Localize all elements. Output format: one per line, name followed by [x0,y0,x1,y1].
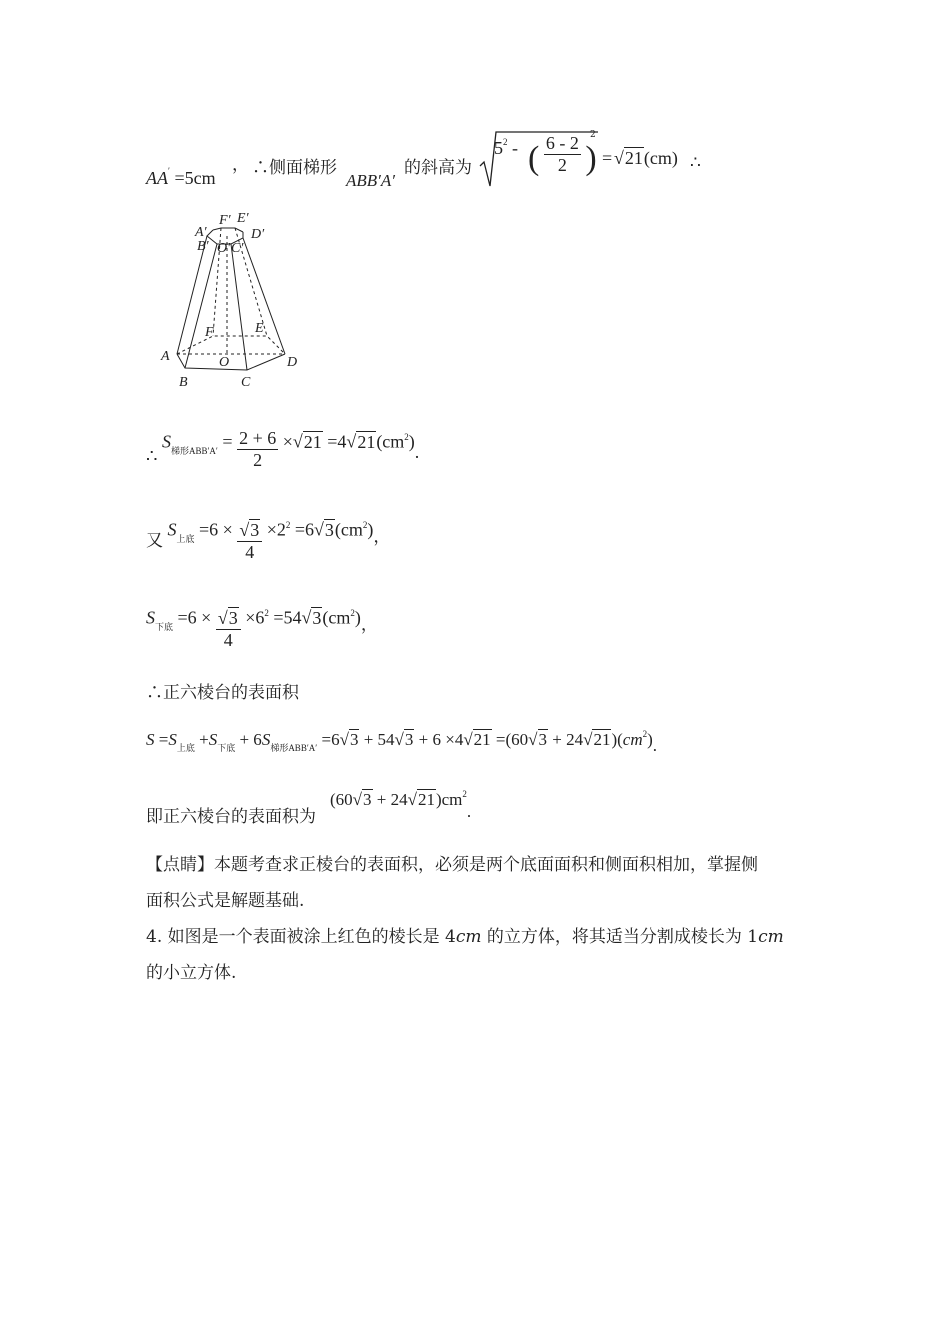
problem4-line-1: 4. 如图是一个表面被涂上红色的棱长是 4cm 的立方体，将其适当分割成棱长为 1cm [146,927,784,947]
line1-therefore-lateral: ∴侧面梯形 [252,158,337,178]
surface-area-text: ∴正六棱台的表面积 [146,683,299,703]
figure-label-c-prime: C′ [231,241,244,256]
figure-label-b-prime: B′ [197,239,209,254]
figure-label-d-prime: D′ [251,227,265,242]
line1-slant-text: 的斜高为 [404,158,472,178]
figure-label-e-prime: E′ [237,211,249,226]
figure-label-f-prime: F′ [219,213,231,228]
line1-comma: ， [232,155,249,175]
surface-area-equation: $S =S_{上底} +S_{下底} + 6S_{梯形ABB'A'} =6√3 + 54√3 + 6 \times 4√21 =(60√3 + 24√21)(cm^2)$. [146,729,658,755]
bottom-base-area-equation: $S_{下底} =6$ × $\frac{√3}{4}$ $\times 6^2 =54√3(cm^2)$， [146,607,378,650]
hexagonal-frustum-figure [155,208,315,393]
slant-outer-square: 2 [590,130,596,140]
surface-area-conclusion-value: $(60√3 + 24√21)cm^2$. [330,789,472,821]
comment-line-1: 【点睛】本题考查求正棱台的表面积，必须是两个底面面积和侧面积相加，掌握侧 [146,855,758,875]
comment-line-2: 面积公式是解题基础. [146,891,305,911]
figure-label-o-prime: O′ [217,241,231,256]
figure-label-f: F [205,325,214,340]
line1-edge: AA′ =5cm [146,166,216,188]
figure-label-d: D [287,355,298,370]
problem4-line-2: 的小立方体. [146,963,237,983]
slant-fraction: ( $\frac{6 - 2}{2}$ ) [528,133,597,177]
surface-area-conclusion-text: 即正六棱台的表面积为 [146,807,316,827]
line1-tail: ∴ [690,153,701,173]
top-base-area-equation: 又 $S_{上底} =6$ × $\frac{√3}{4}$ $\times 2^2 =6√3(cm^2)$， [146,519,391,562]
trapezoid-area-equation: ∴ $S_{梯形ABB'A'}$ = $\frac{2 + 6}{2}$ $\times√21 =4√21(cm^2)$. [146,428,420,470]
figure-label-e: E [255,321,264,336]
slant-equals: = [602,148,613,168]
edge-label: AA [146,168,168,188]
figure-label-c: C [241,375,251,390]
edge-equals: =5cm [174,168,216,188]
slant-height-expression: $5^2$ - [494,137,518,158]
figure-label-a-prime: A′ [195,225,207,240]
figure-label-o: O [219,355,230,370]
figure-label-a: A [161,349,170,364]
figure-label-b: B [179,375,188,390]
slant-result: √21(cm) [614,148,678,168]
trapezoid-name: ABB′A′ [346,171,395,190]
